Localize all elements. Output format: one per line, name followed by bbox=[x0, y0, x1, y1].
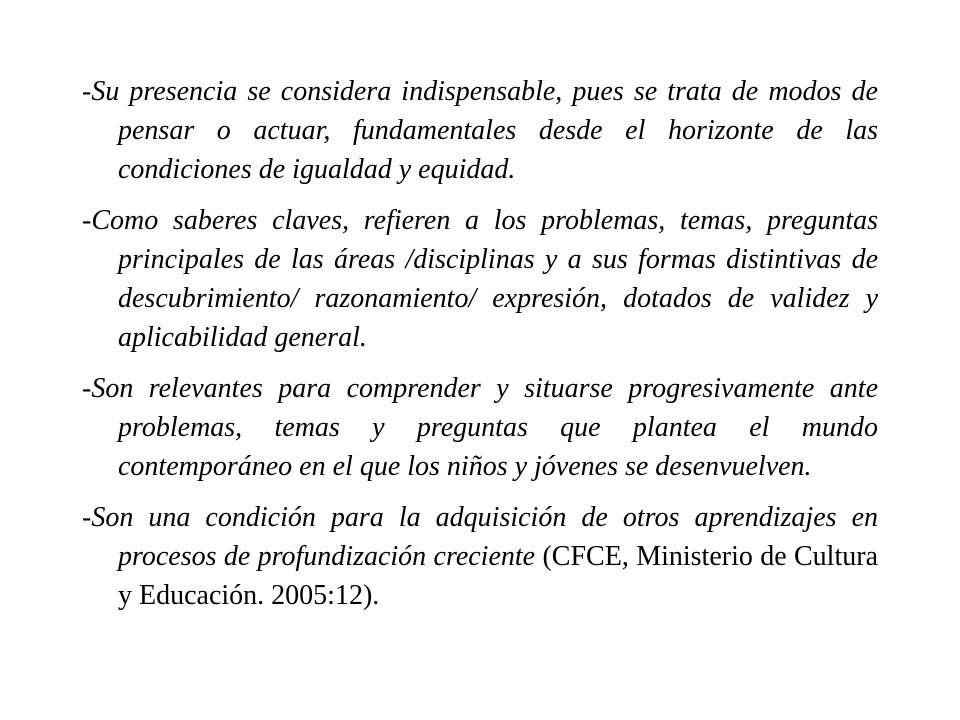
paragraph-condition bbox=[82, 498, 878, 615]
citation-text: (CFCE, Ministerio de Cultura y Educación. 2005:12). bbox=[118, 541, 878, 611]
paragraph-relevance: -Son relevantes para comprender y situarse progresivamente ante problemas, temas y preguntas que plantea el mundo contemporáneo en el que los niños y jóvenes se desenvuelven. bbox=[82, 373, 878, 482]
condition-text: -Son una condición para la adquisición de otros aprendizajes en procesos de profundización creciente bbox=[82, 502, 878, 572]
paragraph-key-knowledge: -Como saberes claves, refieren a los problemas, temas, preguntas principales de las áreas /disciplinas y a sus formas distintivas de descubrimiento/ razonamiento/ expresión, dotados de validez y aplicabilidad general. bbox=[82, 205, 878, 353]
paragraph-presence: -Su presencia se considera indispensable, pues se trata de modos de pensar o actuar, fundamentales desde el horizonte de las condiciones de igualdad y equidad. bbox=[82, 76, 878, 185]
